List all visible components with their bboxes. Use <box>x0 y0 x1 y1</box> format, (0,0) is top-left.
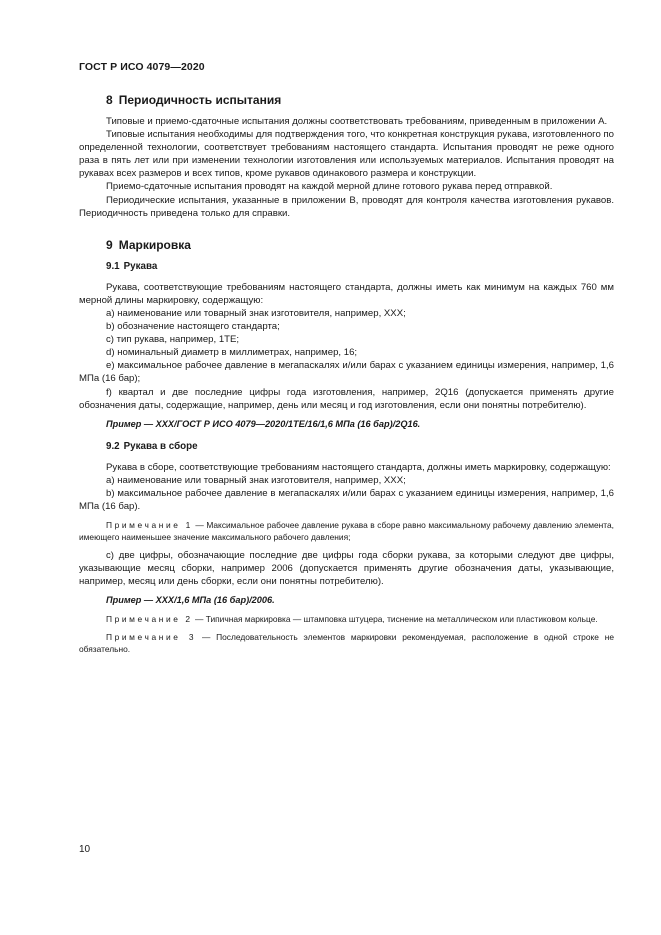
subsection-9-2-number: 9.2 <box>106 440 120 452</box>
note-2-label: Примечание 2 <box>106 614 193 625</box>
list-item-9-1-b: b) обозначение настоящего стандарта; <box>106 321 280 333</box>
page-number: 10 <box>79 844 91 855</box>
subsection-9-2-intro: Рукава в сборе, соответствующие требованиям настоящего стандарта, должны иметь маркировку, содержащую: <box>106 461 611 473</box>
list-item-9-2-b: b) максимальное рабочее давление в мегапаскалях и/или барах с указанием единицы измерения, например, 1,6 МПа (16 бар). <box>79 487 614 512</box>
subsection-9-1-number: 9.1 <box>106 260 120 272</box>
section-8-number: 8 <box>106 93 113 107</box>
list-item-9-1-f: f) квартал и две последние цифры года изготовления, например, 2Q16 (допускается применять другие обозначения даты, содержащие, например, день или месяц и год изготовления, если они понятны потребителю). <box>79 386 614 411</box>
note-2-text: — Типичная маркировка — штамповка штуцера, тиснение на металлическом или пластиковом кольце. <box>192 614 598 625</box>
section-8-heading <box>106 93 614 107</box>
note-2 <box>79 613 614 625</box>
section-8-title: Периодичность испытания <box>118 93 282 107</box>
section-8-paragraph-4: Периодические испытания, указанные в приложении В, проводят для контроля качества изготовления рукавов. Периодичность приведена только для справки. <box>79 194 614 219</box>
section-9-number: 9 <box>106 237 113 252</box>
list-item-9-2-a: a) наименование или товарный знак изготовителя, например, XXX; <box>106 474 406 486</box>
note-1-label: Примечание 1 <box>106 520 193 531</box>
section-9-title: Маркировка <box>118 237 191 252</box>
note-3-text: — Последовательность элементов маркировки рекомендуемая, расположение в одной строке не обязательно. <box>79 632 614 655</box>
note-1 <box>79 519 614 543</box>
note-3 <box>79 631 614 655</box>
section-8-paragraph-3: Приемо-сдаточные испытания проводят на каждой мерной длине готового рукава перед отправкой. <box>106 181 553 193</box>
subsection-9-1-heading <box>106 260 614 273</box>
list-item-9-1-e: e) максимальное рабочее давление в мегапаскалях и/или барах с указанием единицы измерения, например, 1,6 МПа (16 бар); <box>79 360 614 385</box>
subsection-9-2-title: Рукава в сборе <box>123 440 198 452</box>
subsection-9-2-heading <box>106 440 614 453</box>
section-9-heading <box>106 238 614 252</box>
note-1-text: — Максимальное рабочее давление рукава в сборе равно максимальному рабочему давлению элемента, имеющего наименьшее значение максимального рабочего давления; <box>79 520 614 543</box>
section-8-paragraph-2: Типовые испытания необходимы для подтверждения того, что конкретная конструкция рукава, изготовленного по определенной технологии, соответствует требованиям настоящего стандарта. Испытания проводят не реже одного раза в пять лет или при изменении технологии изготовления или используемых материалов. Испытания проводят на рукавах всех размеров и всех типов, кроме рукавов одинакового размера и конструкции. <box>79 129 614 180</box>
page-content <box>79 93 614 655</box>
list-item-9-2-c: c) две цифры, обозначающие последние две цифры года сборки рукава, за которыми следуют две цифры, указывающие месяц сборки, например 2006 (допускается применять другие обозначения даты, указывающие, например, месяц или день сборки, если они понятны потребителю). <box>79 550 614 588</box>
list-item-9-1-c: c) тип рукава, например, 1TE; <box>106 334 240 346</box>
example-9-1: Пример — XXX/ГОСТ Р ИСО 4079—2020/1TE/16/1,6 МПа (16 бар)/2Q16. <box>106 418 421 429</box>
document-id-header: ГОСТ Р ИСО 4079—2020 <box>79 61 205 73</box>
list-item-9-1-d: d) номинальный диаметр в миллиметрах, например, 16; <box>106 347 358 359</box>
example-9-2: Пример — XXX/1,6 МПа (16 бар)/2006. <box>106 595 275 606</box>
subsection-9-1-title: Рукава <box>123 260 158 272</box>
list-item-9-1-a: a) наименование или товарный знак изготовителя, например, XXX; <box>106 307 406 319</box>
note-3-label: Примечание 3 <box>106 632 197 643</box>
section-8-paragraph-1: Типовые и приемо-сдаточные испытания должны соответствовать требованиям, приведенным в приложении А. <box>106 116 608 127</box>
subsection-9-1-intro: Рукава, соответствующие требованиям настоящего стандарта, должны иметь как минимум на каждых 760 мм мерной длины маркировку, содержащую: <box>79 281 614 306</box>
